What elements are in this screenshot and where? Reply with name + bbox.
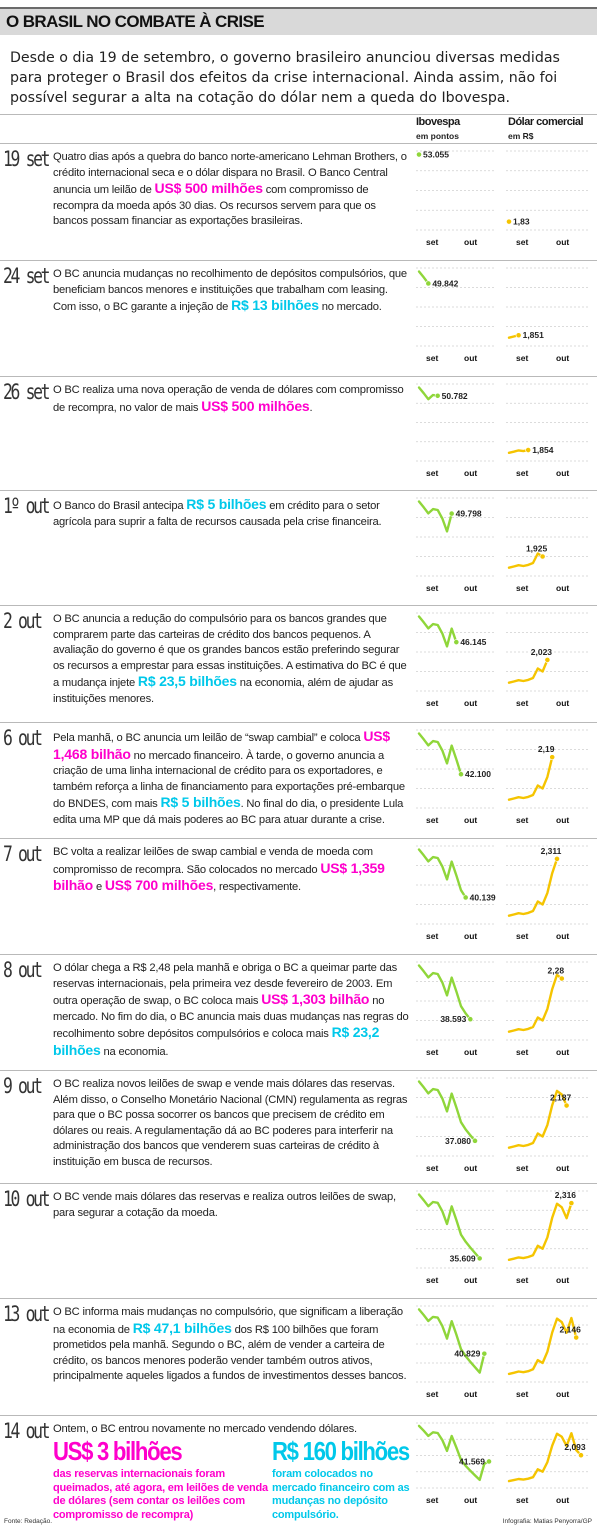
ibovespa-chart: [416, 147, 496, 248]
ibovespa-chart-last-point: [463, 895, 468, 900]
dolar-chart-last-point: [526, 447, 531, 452]
ibovespa-chart-last-point: [449, 511, 454, 516]
ibovespa-chart-line: [419, 388, 438, 400]
dolar-chart-axis-start: set: [516, 1495, 529, 1505]
ibovespa-chart-axis-start: set: [426, 815, 439, 825]
text-segment: dos R$ 100 bilhões que foram prometidos pela manhã. Segundo o BC, além de vender a carteira de crédito, os bancos menores poderão vender também outros ativos, principalmente aqueles ligados a fundos de investimentos desses bancos.: [53, 1323, 407, 1383]
ibovespa-chart-axis-start: set: [426, 1275, 439, 1285]
divider: [0, 1183, 597, 1184]
dolar-mini-chart: [506, 1302, 588, 1400]
event-date: 1º out: [3, 494, 49, 518]
event-description: [53, 845, 411, 896]
event-date: 8 out: [3, 958, 41, 982]
dolar-chart-line: [509, 975, 562, 1032]
divider: [0, 114, 597, 115]
dolar-chart-last-point: [554, 856, 559, 861]
ibovespa-chart-last-point: [435, 393, 440, 398]
ibovespa-chart: [416, 609, 496, 709]
ibovespa-chart-last-point: [458, 772, 463, 777]
dolar-chart-last-point: [540, 554, 545, 559]
text-segment: O BC anuncia a redução do compulsório para os bancos grandes que comprarem parte das carteiras de crédito dos bancos pequenos. A avaliação do governo é que os grandes bancos estão preferindo segurar os recursos a emprestar para essas instituições. A estimativa do BC é que a mudança injete: [53, 613, 407, 690]
ibovespa-chart-value-label: 42.100: [465, 769, 491, 780]
event-row: [0, 954, 597, 1060]
text-segment: e: [93, 881, 105, 894]
dolar-chart-value-label: 2,187: [549, 1092, 572, 1103]
dolar-chart-value-label: 1,854: [532, 445, 554, 456]
event-description: [53, 267, 411, 316]
text-segment: no mercado.: [318, 301, 382, 314]
event-description: [53, 150, 411, 230]
event-description: [53, 497, 411, 530]
event-date: 13 out: [3, 1302, 49, 1326]
dolar-chart-last-point: [564, 1103, 569, 1108]
dolar-chart-last-point: [545, 657, 550, 662]
text-segment: no mercado. No fim do dia, o BC anuncia mais duas mudanças nas regras do recolhimento sobre depósitos compulsórios e coloca mais: [53, 995, 409, 1041]
ibovespa-chart-axis-start: set: [426, 698, 439, 708]
event-date: 19 set: [3, 147, 49, 171]
dolar-mini-chart: [506, 726, 588, 826]
ibovespa-chart-last-point: [468, 1017, 473, 1022]
event-date: 14 out: [3, 1419, 49, 1443]
highlight-amount: US$ 1,359 bilhão: [53, 859, 385, 894]
dolar-chart: [506, 609, 588, 709]
event-row: [0, 376, 597, 481]
dolar-chart-axis-end: out: [556, 1275, 570, 1285]
dolar-chart-last-point: [506, 219, 511, 224]
dolar-chart-axis-end: out: [556, 931, 570, 941]
dolar-chart-line: [509, 757, 552, 800]
event-row: [0, 143, 597, 250]
dolar-chart-axis-start: set: [516, 815, 529, 825]
ibovespa-chart-last-point: [486, 1459, 491, 1464]
dolar-chart-axis-end: out: [556, 583, 570, 593]
ibovespa-chart-value-label: 49.842: [432, 278, 459, 289]
ibovespa-chart: [416, 1187, 496, 1286]
event-description: [53, 383, 411, 416]
ibovespa-chart-axis-end: out: [464, 237, 478, 247]
highlight-amount: R$ 23,2 bilhões: [53, 1024, 380, 1058]
event-row: [0, 1298, 597, 1402]
ibovespa-unit: em pontos: [416, 131, 459, 141]
summary-reserves-value: US$ 3 bilhões: [53, 1436, 182, 1466]
ibovespa-chart-value-label: 40.829: [454, 1348, 481, 1359]
dolar-header: Dólar comercial: [508, 116, 584, 128]
ibovespa-chart-axis-end: out: [464, 698, 478, 708]
ibovespa-chart-line: [419, 617, 456, 647]
event-row: [0, 605, 597, 711]
ibovespa-chart-axis-start: set: [426, 1495, 439, 1505]
ibovespa-chart-line: [419, 734, 461, 775]
dolar-mini-chart: [506, 147, 588, 248]
dolar-chart: [506, 1419, 588, 1506]
dolar-chart: [506, 147, 588, 248]
highlight-amount: US$ 700 milhões: [104, 877, 214, 894]
text-segment: Pela manhã, o BC anuncia um leilão de “swap cambial” e coloca: [53, 732, 364, 744]
dolar-chart-axis-start: set: [516, 1389, 529, 1399]
ibovespa-chart: [416, 1074, 496, 1174]
highlight-amount: R$ 5 bilhões: [160, 794, 241, 811]
dolar-mini-chart: [506, 1419, 588, 1506]
ibovespa-chart-last-point: [416, 152, 421, 157]
ibovespa-chart-last-point: [477, 1256, 482, 1261]
ibovespa-mini-chart: [416, 147, 496, 248]
ibovespa-chart: [416, 842, 496, 942]
ibovespa-chart: [416, 1302, 496, 1400]
event-date: 24 set: [3, 264, 49, 288]
event-description: [53, 1190, 411, 1221]
event-description: [53, 729, 411, 829]
ibovespa-chart: [416, 494, 496, 594]
highlight-amount: US$ 1,468 bilhão: [53, 728, 390, 762]
divider: [0, 722, 597, 723]
text-segment: O BC realiza novos leilões de swap e vende mais dólares das reservas. Além disso, o Conselho Monetário Nacional (CMN) regulamenta as regras para que o BC possa socorrer os bancos que precisem de crédito em dólares ou reais. A regulamentação dá ao BC poderes para interferir na administração dos bancos que venderem suas carteiras de crédito à instituição em busca de recursos.: [53, 1078, 408, 1168]
text-segment: na economia, além de ajudar as instituições menores.: [53, 677, 393, 705]
ibovespa-chart-line: [419, 502, 452, 532]
text-segment: no mercado financeiro. À tarde, o governo anuncia a criação de uma linha internacional de crédito para os exportadores, e também reforça a linha de financiamento para exportações pré-embarque do BNDES, com mais: [53, 749, 405, 811]
dolar-chart-axis-start: set: [516, 698, 529, 708]
ibovespa-chart: [416, 1419, 496, 1506]
highlight-amount: US$ 500 milhões: [154, 180, 263, 197]
dolar-chart-axis-start: set: [516, 583, 529, 593]
text-segment: com compromisso de recompra da moeda após 30 dias. Os recursos servem para que os bancos possam financiar as exportações brasileiras.: [53, 184, 376, 228]
dolar-chart: [506, 958, 588, 1058]
divider: [0, 1070, 597, 1071]
event-date: 9 out: [3, 1074, 41, 1098]
source-note: Fonte: Redação.: [4, 1518, 53, 1525]
text-segment: BC volta a realizar leilões de swap cambial e venda de moeda com compromisso de recompra. São colocados no mercado: [53, 846, 373, 876]
ibovespa-mini-chart: [416, 1074, 496, 1174]
dolar-chart-value-label: 2,311: [540, 845, 562, 856]
highlight-amount: US$ 500 milhões: [201, 397, 310, 414]
ibovespa-mini-chart: [416, 726, 496, 826]
dolar-chart-axis-start: set: [516, 237, 529, 247]
text-segment: Quatro dias após a quebra do banco norte-americano Lehman Brothers, o crédito internacional seca e o dólar dispara no Brasil. O Banco Central anuncia um leilão de: [53, 151, 407, 197]
ibovespa-chart: [416, 380, 496, 479]
ibovespa-chart-axis-start: set: [426, 583, 439, 593]
dolar-mini-chart: [506, 494, 588, 594]
highlight-amount: US$ 1,303 bilhão: [261, 991, 370, 1008]
dolar-chart-line: [509, 450, 528, 453]
text-segment: O BC realiza uma nova operação de venda de dólares com compromisso de recompra, no valor de mais: [53, 384, 404, 414]
dolar-chart-last-point: [569, 1201, 574, 1206]
ibovespa-chart-value-label: 46.145: [460, 637, 487, 648]
dolar-chart: [506, 1074, 588, 1174]
ibovespa-chart: [416, 958, 496, 1058]
text-segment: O Banco do Brasil antecipa: [53, 500, 187, 512]
ibovespa-chart-line: [419, 850, 466, 898]
dolar-mini-chart: [506, 1074, 588, 1174]
text-segment: . No final do dia, o presidente Lula edita uma MP que dá mais poderes ao BC para atuar durante a crise.: [53, 798, 404, 826]
dolar-chart-axis-start: set: [516, 931, 529, 941]
dolar-chart-last-point: [516, 333, 521, 338]
text-segment: .: [309, 401, 313, 414]
ibovespa-chart-value-label: 49.798: [455, 508, 482, 519]
event-row: [0, 490, 597, 596]
dolar-chart-value-label: 2,093: [564, 1442, 586, 1453]
ibovespa-chart-line: [419, 966, 470, 1020]
dolar-chart-value-label: 1,925: [525, 543, 548, 554]
dolar-chart-line: [509, 1433, 581, 1481]
page-title: O BRASIL NO COMBATE À CRISE: [6, 12, 265, 31]
event-date: 26 set: [3, 380, 49, 404]
dolar-chart: [506, 1302, 588, 1400]
highlight-amount: R$ 47,1 bilhões: [132, 1319, 232, 1336]
ibovespa-mini-chart: [416, 1419, 496, 1506]
ibovespa-chart-axis-end: out: [464, 583, 478, 593]
title-bar: [0, 7, 597, 35]
dolar-chart: [506, 380, 588, 479]
text-segment: em crédito para o setor agrícola para suprir a falta de recursos causada pela crise financeira.: [53, 500, 382, 528]
divider: [0, 143, 597, 144]
ibovespa-chart-axis-end: out: [464, 1047, 478, 1057]
highlight-amount: R$ 13 bilhões: [231, 297, 319, 314]
dolar-chart-axis-end: out: [556, 815, 570, 825]
dolar-chart-line: [509, 1203, 571, 1260]
dolar-mini-chart: [506, 380, 588, 479]
ibovespa-chart-axis-start: set: [426, 468, 439, 478]
ibovespa-chart-axis-end: out: [464, 1163, 478, 1173]
dolar-chart-axis-start: set: [516, 468, 529, 478]
dolar-chart-axis-end: out: [556, 1495, 570, 1505]
event-description: [53, 1305, 411, 1385]
ibovespa-chart-axis-end: out: [464, 931, 478, 941]
text-segment: O dólar chega a R$ 2,48 pela manhã e obriga o BC a queimar parte das reservas internacionais, pela primeira vez desde fevereiro de 2003. Em outra operação de swap, o BC coloca mais: [53, 962, 398, 1008]
dolar-chart-axis-start: set: [516, 1047, 529, 1057]
credit-note: Infografia: Matias Penyorra/GP: [502, 1518, 592, 1525]
ibovespa-mini-chart: [416, 1302, 496, 1400]
ibovespa-chart-axis-end: out: [464, 468, 478, 478]
ibovespa-chart-last-point: [472, 1138, 477, 1143]
dolar-mini-chart: [506, 842, 588, 942]
divider: [0, 260, 597, 261]
dolar-unit: em R$: [508, 131, 534, 141]
dolar-chart-value-label: 2,19: [537, 744, 555, 755]
summary-reserves: [53, 1436, 268, 1522]
text-segment: Ontem, o BC entrou novamente no mercado vendendo dólares.: [53, 1423, 357, 1435]
ibovespa-mini-chart: [416, 842, 496, 942]
summary-compulsory-text: foram colocados no mercado financeiro com as mudanças no depósito compulsório.: [272, 1468, 410, 1521]
ibovespa-mini-chart: [416, 958, 496, 1058]
ibovespa-mini-chart: [416, 380, 496, 479]
dolar-chart-axis-end: out: [556, 698, 570, 708]
dolar-chart-value-label: 1,851: [522, 330, 544, 341]
text-segment: O BC informa mais mudanças no compulsório, que significam a liberação na economia de: [53, 1306, 403, 1336]
ibovespa-chart-axis-start: set: [426, 1047, 439, 1057]
dolar-mini-chart: [506, 958, 588, 1058]
event-date: 6 out: [3, 726, 41, 750]
dolar-chart-value-label: 1,83: [513, 216, 530, 227]
dolar-chart-axis-start: set: [516, 1163, 529, 1173]
ibovespa-mini-chart: [416, 1187, 496, 1286]
ibovespa-chart-value-label: 41.569: [459, 1456, 485, 1467]
dolar-chart: [506, 494, 588, 594]
event-row: [0, 1183, 597, 1288]
divider: [0, 838, 597, 839]
event-description: [53, 1077, 411, 1171]
text-segment: O BC anuncia mudanças no recolhimento de depósitos compulsórios, que beneficiam bancos menores e instituições que trabalham com leasing. Com isso, o BC garante a injeção de: [53, 268, 407, 314]
ibovespa-chart-axis-end: out: [464, 1389, 478, 1399]
ibovespa-mini-chart: [416, 494, 496, 594]
dolar-chart: [506, 726, 588, 826]
divider: [0, 490, 597, 491]
text-segment: na economia.: [100, 1045, 169, 1058]
text-segment: , respectivamente.: [213, 881, 301, 894]
ibovespa-chart-value-label: 40.139: [469, 892, 496, 903]
summary-compulsory: [272, 1436, 412, 1522]
ibovespa-chart: [416, 264, 496, 364]
ibovespa-chart-line: [419, 1082, 475, 1141]
ibovespa-chart-axis-end: out: [464, 1275, 478, 1285]
ibovespa-chart-axis-start: set: [426, 353, 439, 363]
ibovespa-chart-axis-start: set: [426, 237, 439, 247]
ibovespa-chart-axis-end: out: [464, 353, 478, 363]
ibovespa-header: Ibovespa: [416, 116, 460, 128]
dolar-chart-line: [509, 554, 543, 568]
divider: [0, 1298, 597, 1299]
event-description: [53, 612, 411, 708]
ibovespa-chart-axis-start: set: [426, 1163, 439, 1173]
event-date: 2 out: [3, 609, 41, 633]
dolar-chart-axis-end: out: [556, 1047, 570, 1057]
event-row: [0, 722, 597, 828]
dolar-chart-value-label: 2,023: [530, 646, 553, 657]
divider: [0, 605, 597, 606]
dolar-chart-axis-end: out: [556, 237, 570, 247]
dolar-chart-value-label: 2,146: [559, 1324, 581, 1335]
event-date: 7 out: [3, 842, 41, 866]
dolar-mini-chart: [506, 264, 588, 364]
event-row: [0, 1070, 597, 1176]
ibovespa-chart-value-label: 38.593: [440, 1014, 467, 1025]
dolar-chart-axis-start: set: [516, 1275, 529, 1285]
summary-compulsory-value: R$ 160 bilhões: [272, 1436, 409, 1466]
highlight-amount: R$ 5 bilhões: [186, 496, 267, 512]
dolar-mini-chart: [506, 1187, 588, 1286]
ibovespa-chart-value-label: 53.055: [423, 149, 449, 160]
ibovespa-chart-axis-end: out: [464, 815, 478, 825]
ibovespa-chart-last-point: [426, 281, 431, 286]
ibovespa-chart-last-point: [454, 640, 459, 645]
dolar-chart-axis-start: set: [516, 353, 529, 363]
text-segment: O BC vende mais dólares das reservas e realiza outros leilões de swap, para segurar a cotação da moeda.: [53, 1191, 396, 1219]
ibovespa-chart: [416, 726, 496, 826]
ibovespa-chart-axis-start: set: [426, 931, 439, 941]
dolar-chart-value-label: 2,316: [554, 1190, 577, 1201]
highlight-amount: R$ 23,5 bilhões: [137, 673, 237, 690]
dolar-chart-value-label: 2,28: [547, 965, 565, 976]
dolar-chart-axis-end: out: [556, 1389, 570, 1399]
ibovespa-mini-chart: [416, 264, 496, 364]
ibovespa-chart-axis-start: set: [426, 1389, 439, 1399]
dolar-chart-last-point: [574, 1335, 579, 1340]
divider: [0, 1415, 597, 1416]
dolar-chart-axis-end: out: [556, 1163, 570, 1173]
divider: [0, 954, 597, 955]
ibovespa-chart-value-label: 37.080: [445, 1135, 471, 1146]
summary-reserves-text: das reservas internacionais foram queimados, até agora, em leilões de venda de dólares (sem contar os leilões com compromisso de recompra): [53, 1468, 268, 1521]
dolar-chart-line: [509, 859, 557, 916]
dolar-chart-axis-end: out: [556, 353, 570, 363]
event-row: [0, 838, 597, 944]
event-description: [53, 961, 411, 1061]
dolar-chart-last-point: [550, 755, 555, 760]
dolar-chart: [506, 842, 588, 942]
ibovespa-chart-value-label: 50.782: [441, 390, 468, 401]
dolar-chart-axis-end: out: [556, 468, 570, 478]
dolar-chart: [506, 264, 588, 364]
dolar-chart-last-point: [559, 976, 564, 981]
dolar-chart: [506, 1187, 588, 1286]
ibovespa-chart-last-point: [482, 1351, 487, 1356]
dolar-mini-chart: [506, 609, 588, 709]
divider: [0, 376, 597, 377]
intro-text: Desde o dia 19 de setembro, o governo brasileiro anunciou diversas medidas para proteger o Brasil dos efeitos da crise internacional. Ainda assim, não foi possível segurar a alta na cotação do dólar nem a queda do Ibovespa.: [10, 50, 560, 106]
event-row: [0, 260, 597, 366]
ibovespa-chart-value-label: 35.609: [449, 1253, 476, 1264]
event-date: 10 out: [3, 1187, 49, 1211]
ibovespa-mini-chart: [416, 609, 496, 709]
dolar-chart-last-point: [578, 1453, 583, 1458]
ibovespa-chart-axis-end: out: [464, 1495, 478, 1505]
